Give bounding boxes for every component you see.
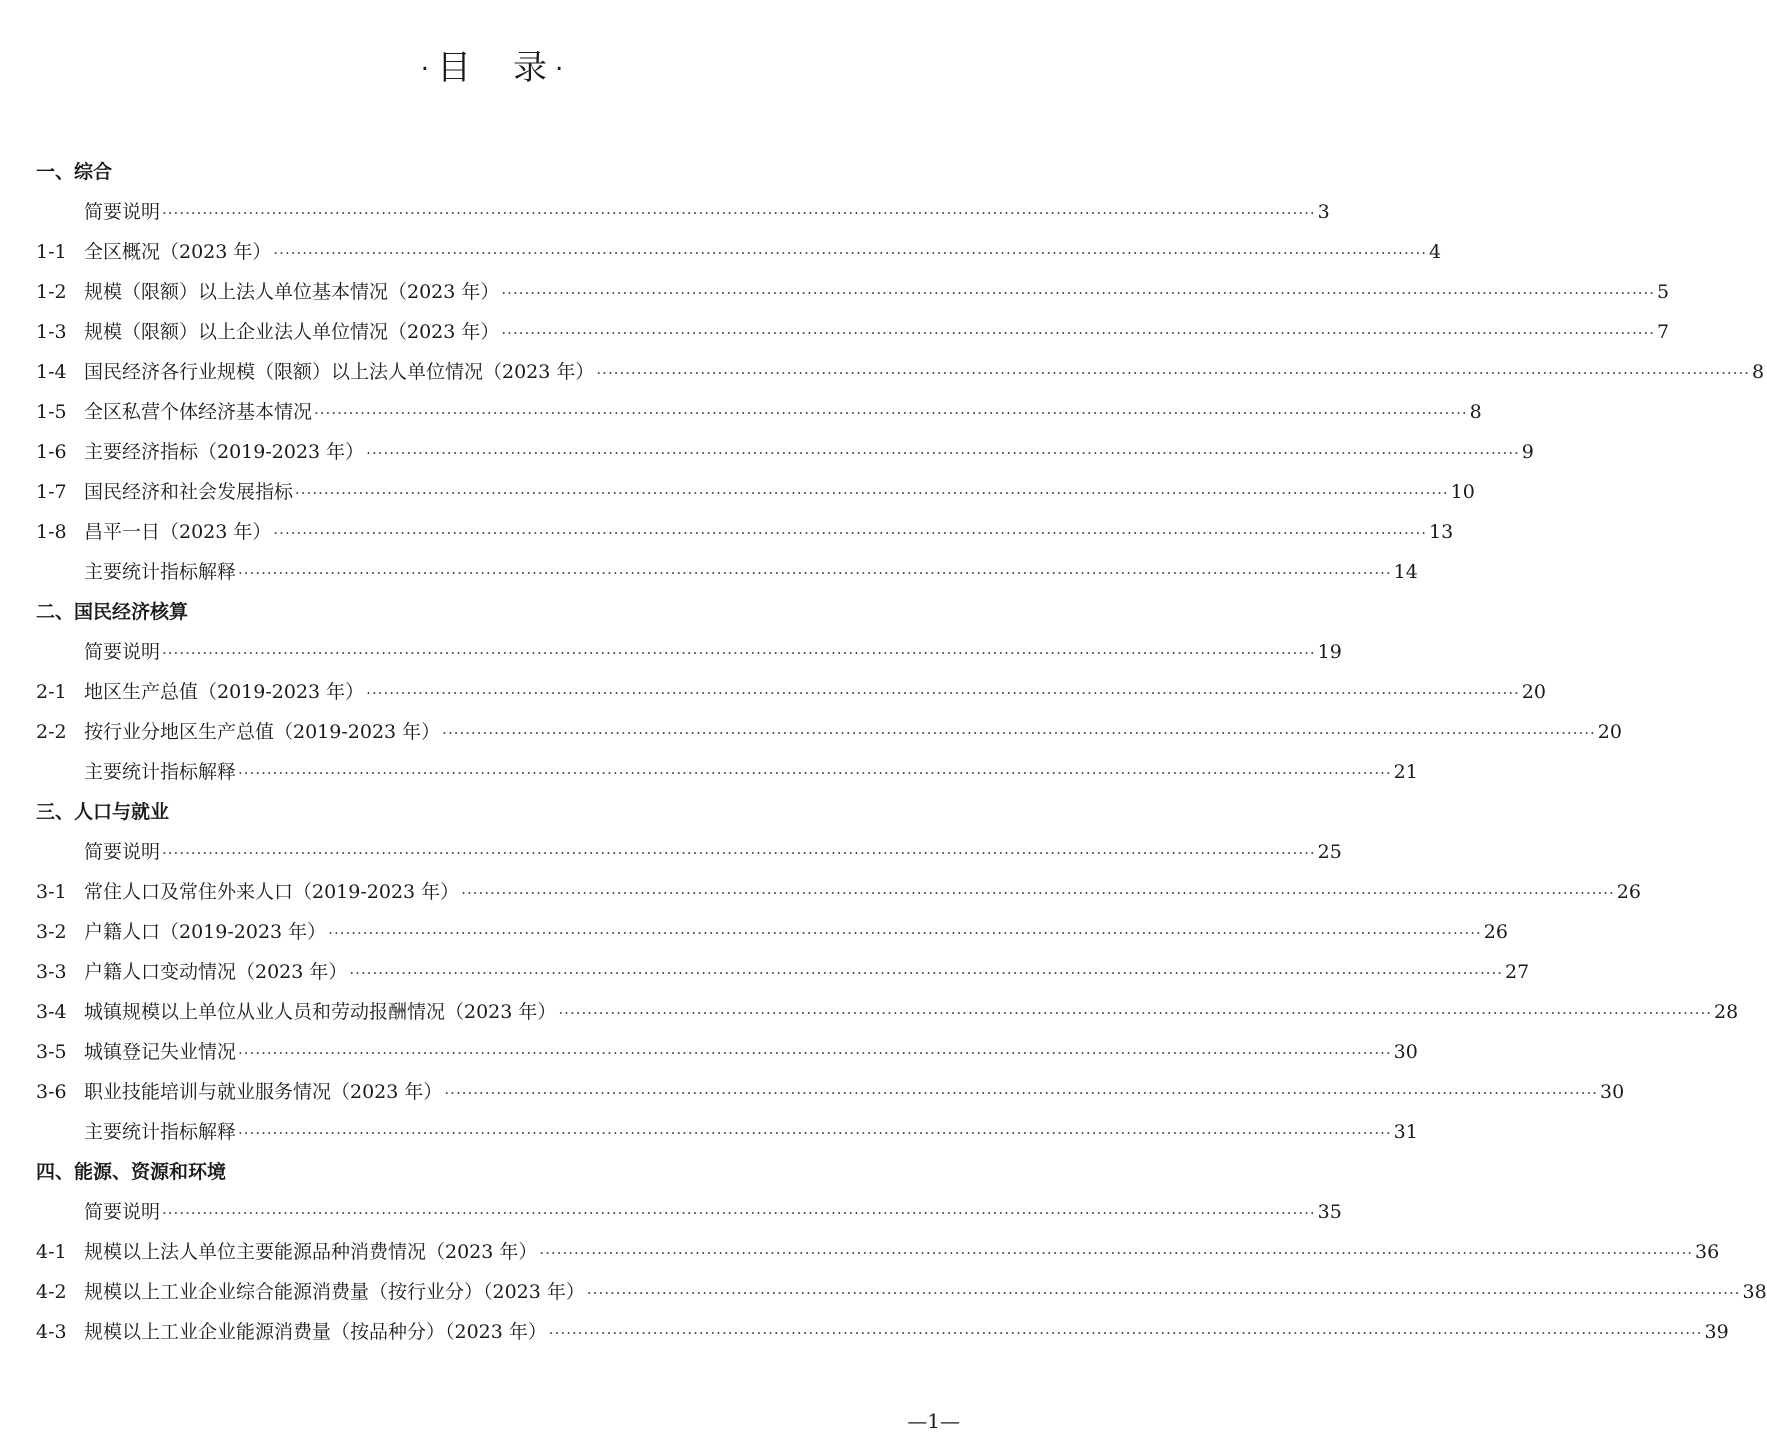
dot-leader: ········································································································································································································ — [539, 1244, 1694, 1262]
toc-entry-label: 规模（限额）以上企业法人单位情况（2023 年） — [84, 321, 500, 343]
toc-entry[interactable] — [0, 312, 1670, 352]
toc-entry-page: 10 — [1450, 481, 1475, 503]
toc-entry-page: 8 — [1469, 401, 1482, 423]
toc-entry-page: 13 — [1429, 521, 1454, 543]
toc-entry-number: 2-1 — [36, 681, 67, 703]
toc-entry[interactable] — [0, 1272, 1767, 1312]
dot-leader: ········································································································································································································ — [238, 764, 1392, 782]
toc-entry-page: 36 — [1695, 1241, 1720, 1263]
toc-entry[interactable] — [0, 512, 1454, 552]
toc-entry-page: 20 — [1521, 681, 1546, 703]
toc-entry[interactable] — [0, 672, 1546, 712]
toc-entry[interactable] — [0, 712, 1622, 752]
toc-entry-page: 19 — [1317, 641, 1342, 663]
toc-entry[interactable] — [0, 632, 1342, 672]
dot-leader: ········································································································································································································ — [442, 724, 1596, 742]
toc-entry-number: 3-2 — [36, 921, 67, 943]
dot-leader: ········································································································································································································ — [501, 324, 1656, 342]
toc-entry-label: 简要说明 — [84, 1201, 161, 1223]
toc-entry-page: 30 — [1600, 1081, 1625, 1103]
table-of-contents — [0, 152, 1767, 1352]
toc-entry[interactable] — [0, 872, 1641, 912]
toc-entry[interactable] — [0, 1192, 1342, 1232]
toc-entry-label: 昌平一日（2023 年） — [84, 521, 272, 543]
toc-entry-page: 25 — [1317, 841, 1342, 863]
dot-leader: ········································································································································································································ — [366, 444, 1520, 462]
toc-entry-page: 8 — [1752, 361, 1765, 383]
toc-entry-number: 3-5 — [36, 1041, 67, 1063]
toc-entry-label: 简要说明 — [84, 641, 161, 663]
title-char-1: 目 — [437, 48, 473, 88]
dot-leader: ········································································································································································································ — [314, 404, 1468, 422]
dot-leader: ········································································································································································································ — [162, 1204, 1316, 1222]
toc-entry-number: 1-4 — [36, 361, 67, 383]
toc-entry[interactable] — [0, 432, 1534, 472]
toc-entry[interactable] — [0, 472, 1475, 512]
toc-entry[interactable] — [0, 1032, 1418, 1072]
toc-section-heading: 二、国民经济核算 — [36, 601, 189, 623]
dot-leader: ········································································································································································································ — [586, 1284, 1741, 1302]
toc-entry-page: 39 — [1704, 1321, 1729, 1343]
toc-entry-label: 全区私营个体经济基本情况 — [84, 401, 313, 423]
dot-leader: ········································································································································································································ — [238, 1124, 1392, 1142]
toc-entry[interactable] — [0, 992, 1739, 1032]
dot-leader: ········································································································································································································ — [558, 1004, 1713, 1022]
toc-entry[interactable] — [0, 392, 1482, 432]
toc-entry-page: 26 — [1483, 921, 1508, 943]
toc-entry-number: 2-2 — [36, 721, 67, 743]
toc-entry-page: 30 — [1393, 1041, 1418, 1063]
dot-leader: ········································································································································································································ — [328, 924, 1482, 942]
toc-entry-number: 1-3 — [36, 321, 67, 343]
toc-entry-number: 4-2 — [36, 1281, 67, 1303]
title-char-2: 录 — [513, 48, 549, 88]
dot-leader: ········································································································································································································ — [444, 1084, 1599, 1102]
toc-entry[interactable] — [0, 1112, 1418, 1152]
dot-leader: ········································································································································································································ — [162, 844, 1316, 862]
toc-entry-number: 1-2 — [36, 281, 67, 303]
toc-entry-label: 常住人口及常住外来人口（2019-2023 年） — [84, 881, 460, 903]
toc-entry-number: 3-4 — [36, 1001, 67, 1023]
page-number: —1— — [907, 1409, 960, 1433]
toc-entry-page: 31 — [1393, 1121, 1418, 1143]
toc-entry-label: 规模（限额）以上法人单位基本情况（2023 年） — [84, 281, 500, 303]
dot-leader: ········································································································································································································ — [238, 564, 1392, 582]
toc-entry-label: 简要说明 — [84, 201, 161, 223]
toc-entry-page: 28 — [1714, 1001, 1739, 1023]
toc-entry[interactable] — [0, 1232, 1720, 1272]
toc-entry[interactable] — [0, 272, 1670, 312]
toc-entry-number: 1-5 — [36, 401, 67, 423]
dot-leader: ········································································································································································································ — [349, 964, 1504, 982]
toc-entry-label: 简要说明 — [84, 841, 161, 863]
dot-leader: ········································································································································································································ — [162, 204, 1316, 222]
toc-entry[interactable] — [0, 352, 1765, 392]
toc-entry-number: 4-1 — [36, 1241, 67, 1263]
dot-leader: ········································································································································································································ — [273, 524, 1428, 542]
toc-entry-page: 20 — [1597, 721, 1622, 743]
toc-entry-number: 1-1 — [36, 241, 67, 263]
toc-entry-page: 14 — [1393, 561, 1418, 583]
toc-entry-label: 户籍人口（2019-2023 年） — [84, 921, 327, 943]
dot-leader: ········································································································································································································ — [461, 884, 1615, 902]
dot-leader: ········································································································································································································ — [548, 1324, 1703, 1342]
toc-entry-number: 3-3 — [36, 961, 67, 983]
toc-entry-label: 全区概况（2023 年） — [84, 241, 272, 263]
toc-entry-page: 21 — [1393, 761, 1418, 783]
toc-entry-label: 规模以上工业企业综合能源消费量（按行业分）（2023 年） — [84, 1281, 585, 1303]
title-dot-right: · — [555, 54, 566, 85]
toc-entry-number: 1-7 — [36, 481, 67, 503]
page-title — [0, 42, 986, 96]
dot-leader: ········································································································································································································ — [366, 684, 1520, 702]
dot-leader: ········································································································································································································ — [162, 644, 1316, 662]
toc-entry-number: 3-6 — [36, 1081, 67, 1103]
toc-entry-label: 主要经济指标（2019-2023 年） — [84, 441, 365, 463]
toc-entry-number: 1-8 — [36, 521, 67, 543]
toc-entry[interactable] — [0, 552, 1418, 592]
toc-entry-label: 户籍人口变动情况（2023 年） — [84, 961, 348, 983]
toc-entry[interactable] — [0, 832, 1342, 872]
toc-entry-number: 3-1 — [36, 881, 67, 903]
toc-entry-label: 主要统计指标解释 — [84, 761, 237, 783]
dot-leader: ········································································································································································································ — [295, 484, 1449, 502]
toc-entry[interactable] — [0, 912, 1508, 952]
toc-entry-label: 国民经济和社会发展指标 — [84, 481, 294, 503]
toc-entry-number: 1-6 — [36, 441, 67, 463]
toc-section-heading: 一、综合 — [36, 161, 113, 183]
toc-entry-label: 地区生产总值（2019-2023 年） — [84, 681, 365, 703]
dot-leader: ········································································································································································································ — [501, 284, 1656, 302]
toc-entry[interactable] — [0, 1072, 1625, 1112]
toc-entry-page: 7 — [1657, 321, 1670, 343]
toc-entry-page: 38 — [1742, 1281, 1767, 1303]
toc-entry-page: 9 — [1521, 441, 1534, 463]
dot-leader: ········································································································································································································ — [273, 244, 1428, 262]
toc-entry-label: 职业技能培训与就业服务情况（2023 年） — [84, 1081, 443, 1103]
toc-section-heading: 三、人口与就业 — [36, 801, 170, 823]
toc-entry-page: 27 — [1505, 961, 1530, 983]
toc-entry-number: 4-3 — [36, 1321, 67, 1343]
toc-entry-label: 按行业分地区生产总值（2019-2023 年） — [84, 721, 441, 743]
toc-entry-page: 5 — [1657, 281, 1670, 303]
toc-entry-page: 26 — [1616, 881, 1641, 903]
toc-entry-label: 规模以上工业企业能源消费量（按品种分）（2023 年） — [84, 1321, 547, 1343]
toc-entry[interactable] — [0, 952, 1530, 992]
toc-entry-label: 主要统计指标解释 — [84, 561, 237, 583]
title-dot-left: · — [420, 54, 431, 85]
toc-entry-label: 规模以上法人单位主要能源品种消费情况（2023 年） — [84, 1241, 538, 1263]
toc-entry-label: 主要统计指标解释 — [84, 1121, 237, 1143]
toc-entry-page: 35 — [1317, 1201, 1342, 1223]
toc-entry[interactable] — [0, 232, 1442, 272]
toc-entry-page: 3 — [1317, 201, 1330, 223]
toc-entry-label: 城镇规模以上单位从业人员和劳动报酬情况（2023 年） — [84, 1001, 557, 1023]
toc-entry[interactable] — [0, 752, 1418, 792]
dot-leader: ········································································································································································································ — [238, 1044, 1392, 1062]
toc-section-heading: 四、能源、资源和环境 — [36, 1161, 227, 1183]
toc-entry[interactable] — [0, 1312, 1729, 1352]
toc-entry-label: 城镇登记失业情况 — [84, 1041, 237, 1063]
toc-entry-page: 4 — [1429, 241, 1442, 263]
toc-entry-label: 国民经济各行业规模（限额）以上法人单位情况（2023 年） — [84, 361, 595, 383]
dot-leader: ········································································································································································································ — [596, 364, 1751, 382]
toc-entry[interactable] — [0, 192, 1330, 232]
